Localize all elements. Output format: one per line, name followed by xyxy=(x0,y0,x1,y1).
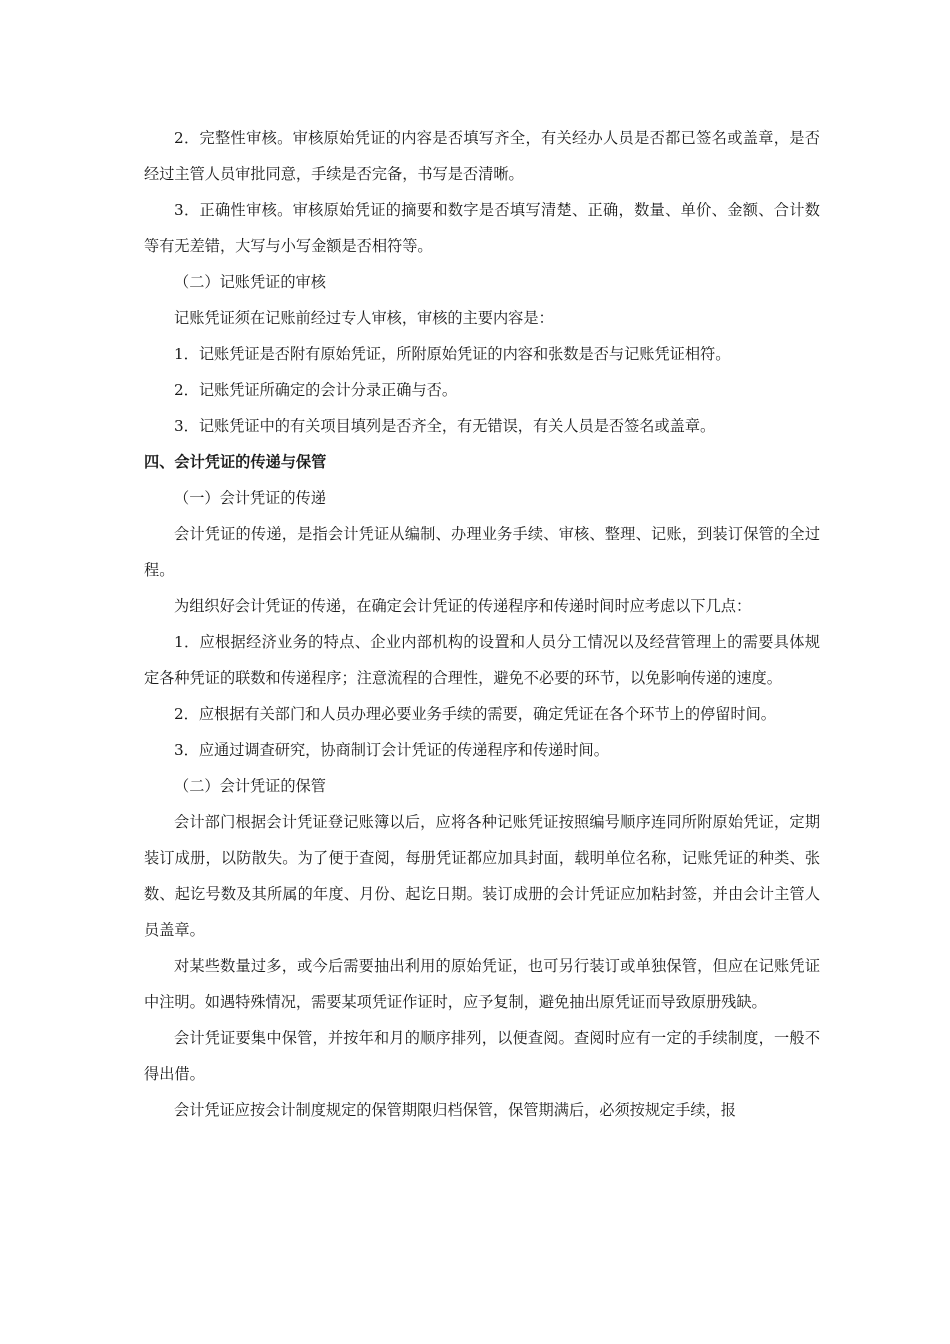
paragraph-storage-retention: 会计凭证应按会计制度规定的保管期限归档保管，保管期满后，必须按规定手续，报 xyxy=(174,1101,736,1119)
paragraph-transfer-definition: 会计凭证的传递，是指会计凭证从编制、办理业务手续、审核、整理、记账，到装订保管的全过程。 xyxy=(144,525,820,579)
subheading-storage: （二）会计凭证的保管 xyxy=(174,777,326,795)
paragraph-transfer-considerations: 为组织好会计凭证的传递，在确定会计凭证的传递程序和传递时间时应考虑以下几点： xyxy=(174,597,752,615)
section-heading-transfer-storage: 四、会计凭证的传递与保管 xyxy=(144,453,327,471)
paragraph-storage-separate: 对某些数量过多，或今后需要抽出利用的原始凭证，也可另行装订或单独保管，但应在记账凭证中注明。如遇特殊情况，需要某项凭证作证时，应予复制，避免抽出原凭证而导致原册残缺。 xyxy=(144,957,820,1011)
paragraph-voucher-review-intro: 记账凭证须在记账前经过专人审核，审核的主要内容是： xyxy=(174,309,554,327)
subheading-transfer: （一）会计凭证的传递 xyxy=(174,489,326,507)
paragraph-correctness-review: 3．正确性审核。审核原始凭证的摘要和数字是否填写清楚、正确，数量、单价、金额、合计数等有无差错，大写与小写金额是否相符等。 xyxy=(144,201,820,255)
paragraph-voucher-review-1: 1．记账凭证是否附有原始凭证，所附原始凭证的内容和张数是否与记账凭证相符。 xyxy=(174,345,731,363)
paragraph-transfer-point-3: 3．应通过调查研究，协商制订会计凭证的传递程序和传递时间。 xyxy=(174,741,609,759)
document-body xyxy=(144,120,820,1128)
paragraph-transfer-point-2: 2．应根据有关部门和人员办理必要业务手续的需要，确定凭证在各个环节上的停留时间。 xyxy=(174,705,776,723)
subheading-voucher-review: （二）记账凭证的审核 xyxy=(174,273,326,291)
paragraph-completeness-review: 2．完整性审核。审核原始凭证的内容是否填写齐全，有关经办人员是否都已签名或盖章，是否经过主管人员审批同意，手续是否完备，书写是否清晰。 xyxy=(144,129,820,183)
paragraph-voucher-review-2: 2．记账凭证所确定的会计分录正确与否。 xyxy=(174,381,458,399)
paragraph-storage-centralized: 会计凭证要集中保管，并按年和月的顺序排列，以便查阅。查阅时应有一定的手续制度，一般不得出借。 xyxy=(144,1029,820,1083)
paragraph-transfer-point-1: 1．应根据经济业务的特点、企业内部机构的设置和人员分工情况以及经营管理上的需要具体规定各种凭证的联数和传递程序；注意流程的合理性，避免不必要的环节，以免影响传递的速度。 xyxy=(144,633,820,687)
paragraph-voucher-review-3: 3．记账凭证中的有关项目填列是否齐全，有无错误，有关人员是否签名或盖章。 xyxy=(174,417,716,435)
paragraph-storage-binding: 会计部门根据会计凭证登记账簿以后，应将各种记账凭证按照编号顺序连同所附原始凭证，定期装订成册，以防散失。为了便于查阅，每册凭证都应加具封面，载明单位名称，记账凭证的种类、张数、起讫号数及其所属的年度、月份、起讫日期。装订成册的会计凭证应加粘封签，并由会计主管人员盖章。 xyxy=(144,813,820,939)
